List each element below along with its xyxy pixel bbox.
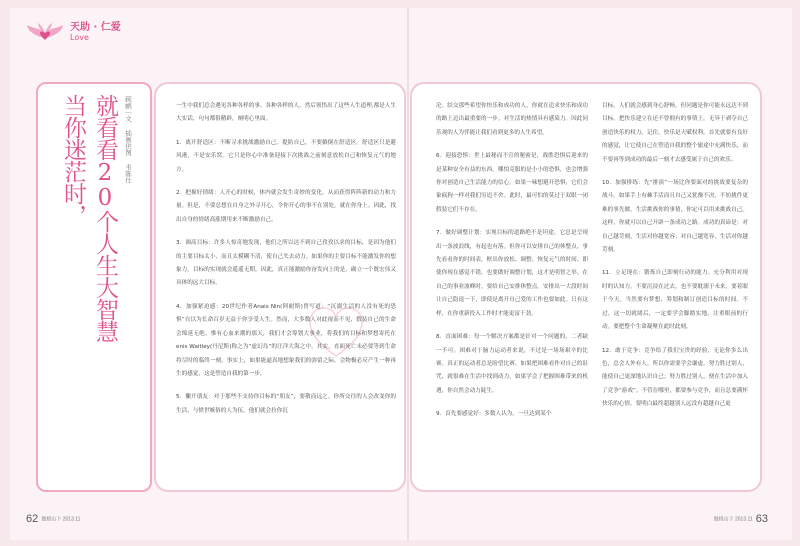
left-text-column: [176, 100, 396, 428]
page-gutter: [407, 8, 409, 540]
right-footer: [714, 513, 768, 525]
wings-heart-icon: [26, 22, 64, 42]
paragraph: 8．直面困难：每一个解决方案都是针对一个问题的。二者缺一不可。困难对于脑力运动者来说，不过是一场场艰辛的比赛。真正的运动者总是盼望比赛。如果把困难看作对自己的诅咒，就很难在生活中找到动力。如果学会了把握困难带来的机遇，你自然会动力陡生。: [436, 334, 588, 394]
paragraph: 11．立足现在：锻炼自己即刻行动的能力。充分利用对现时的认知力。不要沉浸在过去，也不要耽溺于未来，要着眼于今天。当然要有梦想、筹划和制订创造目标的时间。不过，这一切就绪后，一定要学会脚踏实地、注重眼前的行动。要把整个生命凝聚在此时此刻。: [602, 270, 748, 331]
paragraph: 6．迎接恐惧：世上最秘而不宣的秘密是，战胜恐惧后迎来的是某种安全有益的东西。哪怕克服的是小小的恐惧，也会增强你对创造自己生活能力的信心。如果一味想避开恐惧，它们会象疯狗一样对我们穷追不舍。此时，最可怕的莫过于双眼一闭假装它们不存在。: [436, 153, 588, 213]
page-number: 62: [26, 513, 39, 525]
paragraph: 1．离开舒适区：不断寻求挑战激励自己。提防自己，不要躺倒在舒适区。舒适区只是避风港，不是安乐窝。它只是你心中准备迎接下次挑战之前刻意放松自己和恢复元气的地方。: [176, 139, 396, 173]
left-footer: [26, 513, 80, 525]
paragraph: 7．做好调整计划：实现目标的道路绝不是坦途。它总是呈现出一条波浪线，有起也有落。但你可以安排自己的休整点。事先看看你的时间表，框出你放松、调整、恢复元气的时间。即使你现在感觉不错，也要做好调整计划，这才是明智之举。在自己的事业波峰时，要给自己安排休整点。安排出一大段时间让自己隐退一下，即使是离开自己爱的工作也要如此。只有这样，在你重新投入工作时才能更富干劲。: [436, 230, 588, 317]
right-text-column-2: [602, 100, 748, 422]
paragraph: 4．加强紧迫感：20世纪作者Anais Nin(阿耐斯)曾写道：“沉溺生活的人没有死的恐惧”自以为长命百岁无益于你享受人生。然而，大多数人对此视而不见，假装自己的生命会绵延无绝。惟有心血来潮的那天，我们才会筹划大事业，将我们的目标和梦想寄托在enis Waitley(丹尼斯)称之为“虚幻岛”的汪洋大海之中。其实，直面死亡未必要等到生命将尽时的临终一刻。事实上，如果能逼真地想象我们的弥留之际，会物极必反产生一种再生的感觉，这是塑造自我的第一步。: [176, 303, 396, 377]
paragraph: 5．撇开朋友：对于那些不支持你目标的“朋友”，要敬而远之。你所交往的人会改变你的生活。与愤世嫉俗的人为伍，他们就会拉你沉: [176, 394, 396, 414]
magazine-issue: 做格山下 2013.11: [713, 516, 753, 523]
magazine-issue: 做格山下 2013.11: [41, 516, 81, 523]
paragraph: 12．敢于竞争：竞争给了我们宝贵的经验，无论你多么出色，总会人外有人。所以你需要学会谦虚。努力胜过别人，能使自己更深地认识自己；努力胜过别人，便在生活中加入了竞争“游戏”。不管在哪里，都要参与竞争，而且总要满怀快乐的心情。要明白最终超越别人远没有超越自己更: [602, 347, 748, 408]
paragraph: 9．首先要感觉好：多数人认为，一旦达到某个: [436, 411, 552, 418]
paragraph: 3．调高目标：许多人惊奇地发现，他们之所以达不到自己孜孜以求的目标，是因为他们的主要目标太小、而且太模糊不清，使自己失去动力。如果你的主要目标不能激发你的想象力，目标的实现就会遥遥无期。因此，真正能激励你奋发向上的是，确立一个既宏伟又具体的远大目标。: [176, 240, 396, 287]
right-text-column-1: [436, 100, 588, 432]
section-subtitle: Love: [70, 33, 89, 42]
paragraph: 沦。结交那些希望你快乐和成功的人，你就在追求快乐和成功的路上迈出最重要的一步。对生活的热情具有感染力。因此同乐观的人为伴能让我们看到更多的人生希望。: [436, 103, 588, 136]
byline: 顾鹂｜文 插画供图 韦陈仕: [124, 96, 132, 184]
paragraph: 2．把握好情绪：人开心的时候，体内就会发生奇妙的变化，从而获得阵阵新的动力和力量。但是，不要总想在自身之外寻开心，令你开心的事不在别处，就在你身上。因此，找出自身的情绪高涨期用来不断激励自己。: [176, 190, 396, 223]
paragraph: 一生中我们总会遇见各种各样的事、各种各样的人，然后领悟出了这些人生道理,都是人生大实话，句句都很精辟，阐明心里面。: [176, 103, 396, 123]
article-title-line1: 就看看20个人生大智慧: [92, 94, 118, 342]
page-number: 63: [755, 513, 768, 525]
title-panel: [36, 82, 152, 492]
right-page-content: [410, 82, 762, 492]
article-title-line2: 当你迷茫时，: [60, 94, 86, 226]
paragraph: 10．加强排练：先“排演”一场比你要面对的挑战要复杂的战斗。如果手上有棘手活而且自己又犹豫不决，不妨挑件更难的事先做。生活挑战你的事情，你定可以用来挑战自己。这样，你就可以自己开辟一条成功之路。成功的真谛是：对自己越苛刻，生活对你越宽容；对自己越宽容，生活对你越苛刻。: [602, 180, 748, 254]
section-logo: [26, 22, 121, 42]
section-title: 天助 · 仁爱: [70, 22, 121, 33]
left-page-content: [154, 82, 406, 492]
paragraph: 目标，人们就会感到身心舒畅。但问题是你可能永远达不到目标。把快乐建立在还不曾拥有的事情上，无异于剥夺自己创造快乐的权力。记住，快乐是天赋权利。首先就要有良好的感觉，让它使自己在塑造自我的整个旅途中充满快乐，而不要再等到成功的最后一刻才去感受属于自己的欢乐。: [602, 103, 748, 163]
